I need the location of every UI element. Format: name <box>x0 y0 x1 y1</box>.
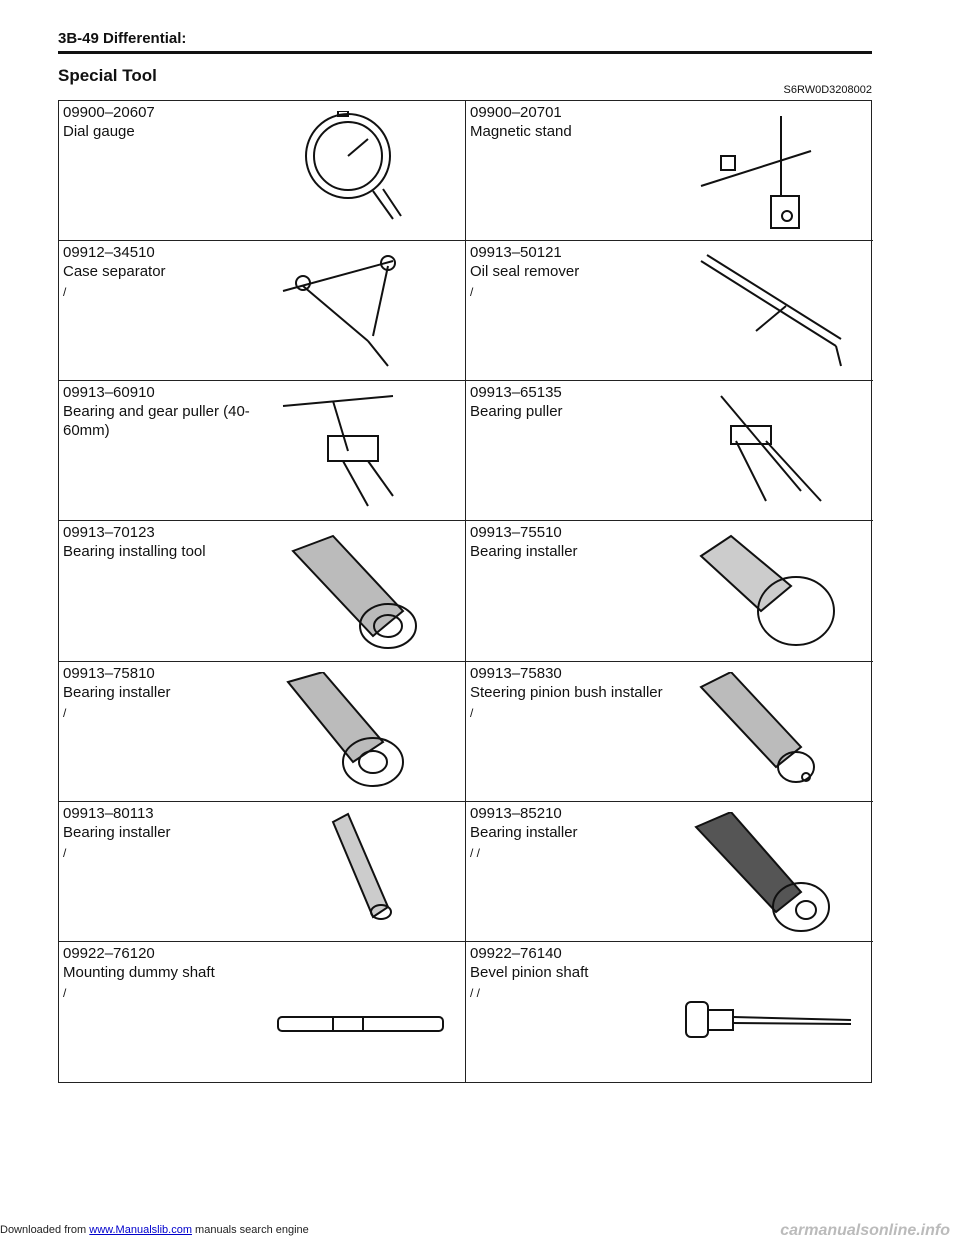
tool-part-number: 09922–76120 <box>63 944 155 962</box>
tool-name: Dial gauge <box>63 123 135 140</box>
tool-cell <box>466 381 873 521</box>
tool-refs: / <box>470 285 474 300</box>
watermark-logo: carmanualsonline.info <box>780 1222 950 1239</box>
page-header: 3B-49 Differential: <box>58 30 187 47</box>
tool-name: Mounting dummy shaft <box>63 963 215 981</box>
tool-refs: / / <box>470 845 481 860</box>
tool-name: Bearing puller <box>470 403 563 421</box>
tool-cell <box>59 662 466 802</box>
tool-part-number: 09913–85210 <box>470 804 562 822</box>
tool-part-number: 09900–20701 <box>470 104 562 121</box>
tool-part-number: 09913–80113 <box>63 804 154 822</box>
footer-suffix: manuals search engine <box>195 1224 309 1236</box>
tool-part-number: 09900–20607 <box>63 104 155 121</box>
tool-refs: / <box>63 985 67 1000</box>
tool-refs: / <box>63 845 67 860</box>
tool-part-number: 09913–65135 <box>470 384 562 402</box>
tool-name: Bearing and gear puller (40-60mm) <box>63 403 250 440</box>
tool-cell <box>466 521 873 661</box>
tool-part-number: 09913–70123 <box>63 524 155 542</box>
tool-name: Bearing installing tool <box>63 543 206 561</box>
header-divider <box>58 51 872 54</box>
tool-name: Bevel pinion shaft <box>470 963 589 981</box>
tool-name: Oil seal remover <box>470 263 580 281</box>
tool-name: Bearing installer <box>470 543 578 561</box>
tool-name: Bearing installer <box>470 823 578 841</box>
tool-refs: / <box>470 705 474 720</box>
tool-cell <box>59 802 466 942</box>
tool-cell <box>466 662 873 802</box>
tool-part-number: 09913–50121 <box>470 244 562 262</box>
tool-name: Steering pinion bush installer <box>470 683 663 701</box>
tool-cell <box>466 802 873 942</box>
tool-cell <box>59 101 466 241</box>
tool-refs: / <box>63 285 67 300</box>
tool-cell <box>59 381 466 521</box>
tool-cell <box>59 241 466 381</box>
tool-name: Case separator <box>63 263 166 281</box>
tool-cell <box>466 942 873 1082</box>
section-code: S6RW0D3208002 <box>783 84 872 96</box>
special-tool-table <box>58 100 872 1083</box>
tool-part-number: 09913–75810 <box>63 664 155 682</box>
tool-part-number: 09912–34510 <box>63 244 155 262</box>
tool-name: Bearing installer <box>63 823 171 841</box>
tool-refs: / / <box>470 985 481 1000</box>
section-title: Special Tool <box>58 66 157 85</box>
tool-cell <box>466 241 873 381</box>
tool-cell <box>59 942 466 1082</box>
tool-part-number: 09913–75510 <box>470 524 562 542</box>
tool-cell <box>466 101 873 241</box>
tool-name: Magnetic stand <box>470 123 572 140</box>
tool-part-number: 09913–60910 <box>63 384 155 402</box>
footer-prefix: Downloaded from <box>0 1224 87 1236</box>
tool-part-number: 09922–76140 <box>470 944 562 962</box>
footer <box>0 1224 309 1236</box>
tool-name: Bearing installer <box>63 683 171 701</box>
tool-part-number: 09913–75830 <box>470 664 562 682</box>
tool-cell <box>59 521 466 661</box>
tool-refs: / <box>63 705 67 720</box>
manualslib-link[interactable]: www.Manualslib.com <box>89 1224 192 1236</box>
